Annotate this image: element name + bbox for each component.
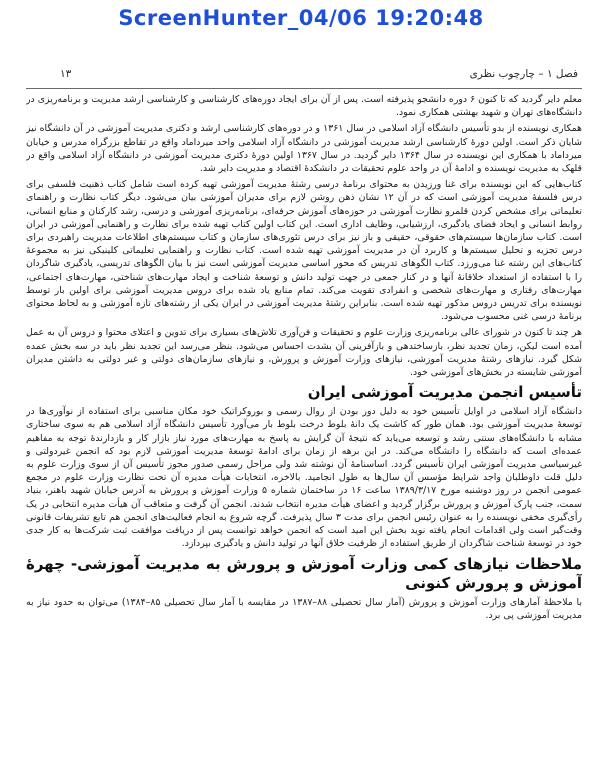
paragraph: کتاب‌هایی که این نویسنده برای غنا ورزیدن به محتوای برنامهٔ درسی رشتهٔ مدیریت آموزشی تهیه کرده است شامل کتاب ذهنیت فلسفی برای درس فلسفهٔ مدیریت آموزشی است که در آن ۱۲ نشان ذهن روشن لازم برای مدیران آموزشی بیان می‌شود. دیگر کتاب نظارت و راهنمای تعلیماتی برای مشخص کردن قلمرو نظارت آموزشی در حوزه‌های آموزش حرفه‌ای، برنامه‌ریزی آموزشی و درسی، رشد کارکنان و منابع انسانی، روابط انسانی و ایجاد فضای یادگیری، ارزشیابی، وظایف اداری است. این کتاب اولین کتاب تهیه شده برای نظارت و راهنمایی آموزشی در ایران است. کتاب سازمان‌ها سیستم‌های حقوقی، حقیقی و باز نیز برای درس تئوری‌های سازمان و کتاب سیستم‌های اطلاعات مدیریت راهبردی برای درس تجزیه و تحلیل سیستم‌ها و کاربرد آن در مدیریت آموزشی تهیه شده است. کتاب نظارت و راهنمایی تعلیماتی کلینیکی نیز به مجموعهٔ کتاب‌های این رشته غنا می‌ورزد. کتاب الگوهای تدریس که محور اساسی مدیریت آموزشی است نیز با بیان الگوهای تدریسی، یادگیری شاگردان را با استفاده از استعداد خلاقانهٔ آنها و در کنار جمعی در جهت تولید دانش و توسعهٔ شناخت و ایجاد مهارت‌های شناختی، مهارت‌های اجتماعی، مهارت‌های رفتاری و مهارت‌های شخصی و انفرادی تقویت می‌کند. تمام منابع یاد شده برای دروس مدیریت آموزشی برای اولین بار توسط نویسنده برای تدریس دروس مذکور تهیه شده است. بنابراین رشتهٔ مدیریت آموزشی در ایران یکی از رشته‌های تازه آموزشی و به لحاظ محتوای برنامهٔ درسی غنی محسوب می‌شود. <box>26 179 582 323</box>
chapter-title: فصل ۱ – چارچوب نظری <box>469 68 578 80</box>
running-head <box>26 68 582 86</box>
paragraph: هر چند تا کنون در شورای عالی برنامه‌ریزی وزارت علوم و تحقیقات و فن‌آوری تلاش‌های بسیاری برای تدوین و اعتلای محتوا و دروس آن به عمل آمده است لیکن، زمان تجدید نظر، بازساختدهی و بازآفرینی آن بشدت احساس می‌شود. بنظر می‌رسد این تجدید نظر باید در سه بخش عمده شکل گیرد. نیازهای رشتهٔ مدیریت آموزشی، نیازهای وزارت آموزش و پرورش، و نیازهای سازمان‌های دولتی و غیر دولتی به داشتن مدیران آموزشی شایسته در بخش‌های آموزشی خود. <box>26 327 582 379</box>
header-rule <box>26 88 582 89</box>
paragraph: با ملاحظهٔ آمارهای وزارت آموزش و پرورش (آمار سال تحصیلی ۸۸–۱۳۸۷ در مقایسه با آمار سال تحصیلی ۸۵–۱۳۸۴) می‌توان به حدود نیاز به مدیریت آموزشی پی برد. <box>26 596 582 621</box>
capture-stamp-bar <box>0 0 602 38</box>
book-page <box>26 60 582 761</box>
section-heading: ملاحظات نیازهای کمی وزارت آموزش و پرورش به مدیریت آموزشی- چهرهٔ آموزش و پرورش کنونی <box>26 554 582 592</box>
paragraph: معلم دایر گردید که تا کنون ۶ دوره دانشجو پذیرفته است. پس از آن برای ایجاد دوره‌های کارشناسی و کارشناسی ارشد مدیریت و برنامه‌ریزی در دانشگاه‌های تهران و شهید بهشتی همکاری نمود. <box>26 94 582 119</box>
paragraph: دانشگاه آزاد اسلامی در اوایل تأسیس خود به دلیل دور بودن از روال رسمی و بوروکراتیک خود مکان مناسبی برای استفاده از نوآوری‌ها در توسعهٔ مدیریت آموزشی بود. همان طور که کاشت یک دانهٔ بلوط درخت بلوط بار می‌آورد تأسیس دانشگاه آزاد اسلامی هم به سوی ساختاری مشابه با دانشگاه‌های سنتی رشد و توسعه می‌یابد که نتیجهٔ آن گرایش به پاسخ به مهارت‌های مورد نیاز بازار کار و بازدارندهٔ توجه به مفاهیم عمده‌ای است که دانشگاه را دانشگاه می‌کند. در این برهه از زمان برای ادامهٔ توسعهٔ مدیریت آموزشی لازم بود که انجمن غیردولتی و غیرسیاسی مدیریت آموزشی ایران تأسیس گردد. اساسنامهٔ آن نوشته شد ولی مراحل رسمی صدور مجوز تأسیس آن از سوی وزارت علوم به دلیل قلت داوطلبان واجد شرایط مؤسس آن سال‌ها به طول انجامید. بالاخره، انتخابات هیأت مدیره آن تحت نظارت وزارت علوم در مجمع عمومی انجمن در روز دوشنبه مورخ ۱۳۸۹/۳/۱۷ ساعت ۱۶ در ساختمان شماره ۵ وزارت آموزش و پرورش به آدرس خیابان شهید باهنر، بنیاد سمت، جنب پارک آموزش و پرورش برگزار گردید و اعضای هیأت مدیره انتخاب شدند. انجمن آن گرفت و متعاقب آن هیأت مدیره انتخابی در یک رأی‌گیری مخفی نویسنده را به عنوان رئیس انجمن برای مدت ۳ سال پذیرفت. گرچه شروع به انجام فعالیت‌های انجمن هم تابع تشریفات قانونی وقت‌گیر است ولی اقدامات انجام یافته نوید بخش این امید است که انجمن خواهد توانست پس از دریافت موافقت ثبت شرکت‌ها به کار جدی خود در توسعهٔ شناخت شاگردان از طریق استفاده از ظرفیت خلاق آنها در تولید دانش و یادگیری بپردازد. <box>26 406 582 550</box>
section-heading: تأسیس انجمن مدیریت آموزشی ایران <box>307 383 582 402</box>
capture-stamp: ScreenHunter_04/06 19:20:48 <box>118 6 484 30</box>
page-number: ۱۳ <box>60 68 72 80</box>
paragraph: همکاری نویسنده از بدو تأسیس دانشگاه آزاد اسلامی در سال ۱۳۶۱ و در دوره‌های کارشناسی ارشد و دکتری مدیریت آموزشی در آن دانشگاه نیز شایان ذکر است. اولین دورهٔ کارشناسی ارشد مدیریت آموزشی در دانشگاه آزاد اسلامی واحد میرداماد واقع در تقاطع بزرگراه مدرس و خیابان میرداماد با همکاری این نویسنده در سال ۱۳۶۴ دایر گردید. در سال ۱۳۶۷ اولین دورهٔ دکتری مدیریت آموزشی در دانشگاه آزاد اسلامی واقع در قلهک به مدیریت نویسنده و ادامهٔ آن در واحد علوم تحقیقات در دانشکدهٔ اقتصاد و مدیریت دایر شد. <box>26 123 582 175</box>
page-body <box>26 93 582 625</box>
